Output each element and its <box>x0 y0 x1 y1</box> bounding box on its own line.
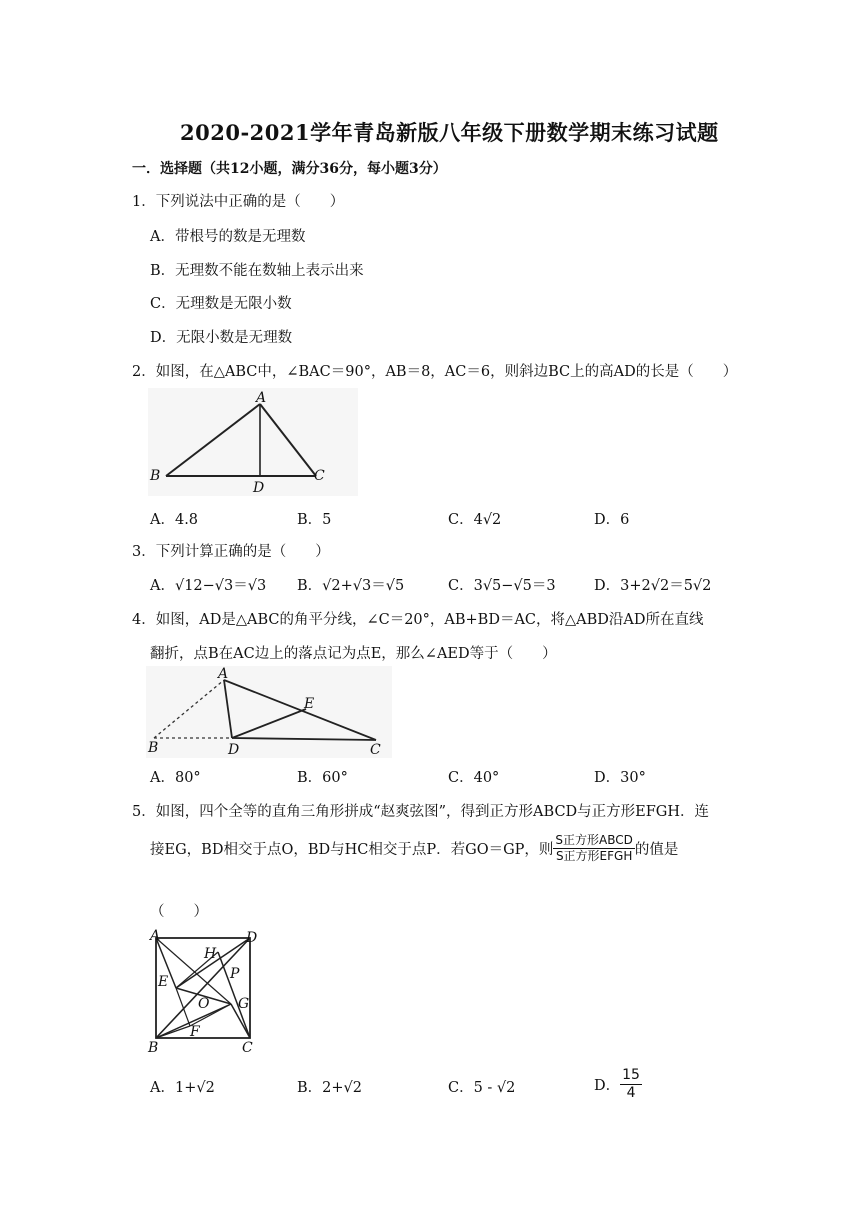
q5-label-h: H <box>204 946 217 962</box>
q5-stem-line3: （ ） <box>150 904 208 920</box>
q2-option-d: D．6 <box>594 512 630 528</box>
q5-stem-line2-text: 接EG，BD相交于点O，BD与HC相交于点P．若GO＝GP，则 <box>150 842 554 858</box>
q5-stem-line1: 5．如图，四个全等的直角三角形拼成“赵爽弦图”，得到正方形ABCD与正方形EFGH．连 <box>132 804 710 820</box>
q2-option-a: A．4.8 <box>150 512 199 528</box>
q2-option-b: B．5 <box>297 512 332 528</box>
q5-stem-line2-tail: 的值是 <box>634 842 679 858</box>
q5-option-a: A．1+√2 <box>150 1080 215 1096</box>
q4-fold-figure <box>146 666 392 758</box>
q4-option-c: C．40° <box>448 770 500 786</box>
q4-option-a: A．80° <box>150 770 201 786</box>
q5-fraction-denominator: S正方形EFGH <box>555 849 633 863</box>
q4-label-e: E <box>304 696 315 712</box>
q5-fraction-numerator: S正方形ABCD <box>555 833 633 847</box>
q5-option-d-denominator: 4 <box>626 1085 636 1101</box>
q3-stem: 3．下列计算正确的是（ ） <box>132 544 330 560</box>
q5-label-b: B <box>148 1040 159 1056</box>
q1-option-b: B．无理数不能在数轴上表示出来 <box>150 263 364 279</box>
q1-option-c: C．无理数是无限小数 <box>150 296 292 312</box>
q5-label-o: O <box>198 996 210 1012</box>
q4-stem-line1: 4．如图，AD是△ABC的角平分线，∠C＝20°，AB+BD＝AC，将△ABD沿AD所在直线 <box>132 612 704 628</box>
q5-label-g: G <box>238 996 250 1012</box>
q5-option-d-fraction <box>620 1068 642 1101</box>
q3-option-d: D．3+2√2＝5√2 <box>594 578 712 594</box>
q2-label-a: A <box>256 390 267 406</box>
q5-label-p: P <box>230 966 240 982</box>
q5-option-d-prefix: D． <box>594 1078 621 1094</box>
q1-option-a: A．带根号的数是无理数 <box>150 229 306 245</box>
q4-stem-line2: 翻折，点B在AC边上的落点记为点E，那么∠AED等于（ ） <box>150 646 557 662</box>
q3-option-b: B．√2+√3＝√5 <box>297 578 405 594</box>
q5-option-c: C．5 - √2 <box>448 1080 516 1096</box>
q5-option-b: B．2+√2 <box>297 1080 362 1096</box>
q5-label-c: C <box>242 1040 253 1056</box>
q3-option-c: C．3√5−√5＝3 <box>448 578 556 594</box>
q4-label-d: D <box>228 742 240 758</box>
q5-option-d-numerator: 15 <box>622 1067 640 1083</box>
q5-area-ratio-fraction <box>553 834 634 863</box>
q4-label-b: B <box>148 740 159 756</box>
q2-triangle-figure <box>148 388 358 496</box>
q4-option-d: D．30° <box>594 770 646 786</box>
q1-option-d: D．无限小数是无理数 <box>150 330 293 346</box>
q2-label-c: C <box>314 468 325 484</box>
q5-option-d <box>594 1068 642 1101</box>
q5-label-f: F <box>190 1024 200 1040</box>
q2-stem: 2．如图，在△ABC中，∠BAC＝90°，AB＝8，AC＝6，则斜边BC上的高AD的长是（ ） <box>132 364 738 380</box>
q5-stem-line2 <box>150 834 678 863</box>
q4-label-a: A <box>218 666 229 682</box>
section-heading: 一．选择题（共12小题，满分36分，每小题3分） <box>132 161 447 177</box>
q3-option-a: A．√12−√3＝√3 <box>150 578 267 594</box>
q5-label-a: A <box>150 928 161 944</box>
q5-zhao-shuang-figure <box>146 928 266 1056</box>
q4-label-c: C <box>370 742 381 758</box>
q5-label-e: E <box>158 974 169 990</box>
q2-option-c: C．4√2 <box>448 512 502 528</box>
q1-stem: 1．下列说法中正确的是（ ） <box>132 194 345 210</box>
q2-label-d: D <box>253 480 265 496</box>
page-title: 2020-2021学年青岛新版八年级下册数学期末练习试题 <box>180 120 719 145</box>
q4-option-b: B．60° <box>297 770 348 786</box>
q2-label-b: B <box>150 468 161 484</box>
q5-label-d: D <box>246 930 258 946</box>
